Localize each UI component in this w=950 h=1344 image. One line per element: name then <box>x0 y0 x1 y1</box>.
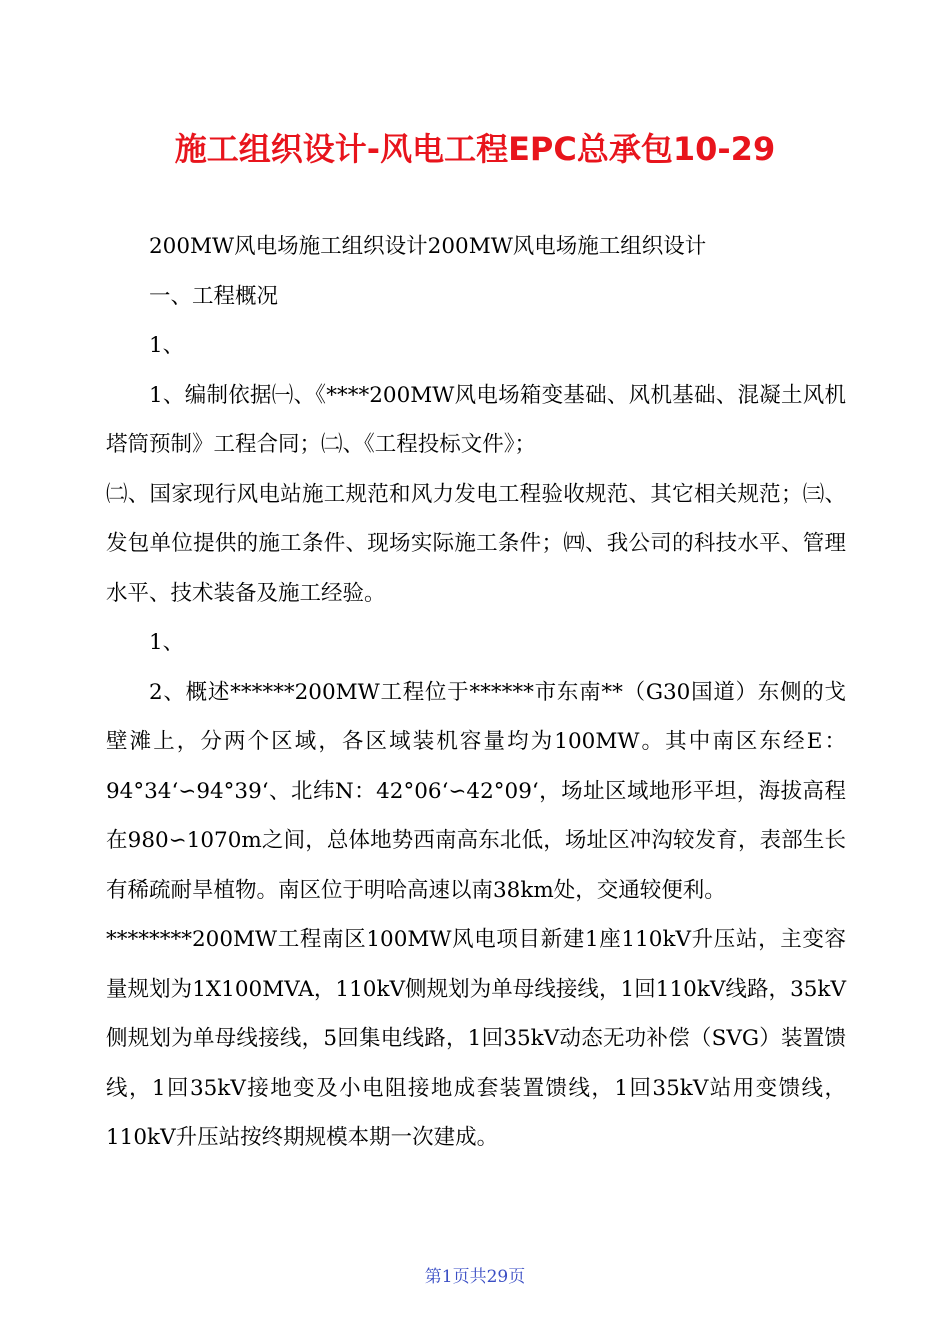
document-body <box>106 222 846 1163</box>
paragraph-number: 1、 <box>149 333 185 358</box>
paragraph-substation: ********200MW工程南区100MW风电项目新建1座110kV升压站，主变容量规划为1X100MVA，110kV侧规划为单母线接线，1回110kV线路，35kV侧规划为单母线接线，5回集电线路，1回35kV动态无功补偿（SVG）装置馈线，1回35kV接地变及小电阻接地成套装置馈线，1回35kV站用变馈线，110kV升压站按终期规模本期一次建成。 <box>106 927 846 1150</box>
paragraph-basis: 1、编制依据㈠、《****200MW风电场箱变基础、风机基础、混凝土风机塔筒预制》工程合同；㈡、《工程投标文件》； <box>106 382 846 457</box>
paragraph-standards: ㈡、国家现行风电站施工规范和风力发电工程验收规范、其它相关规范；㈢、发包单位提供的施工条件、现场实际施工条件；㈣、我公司的科技水平、管理水平、技术装备及施工经验。 <box>106 481 846 606</box>
paragraph-number: 1、 <box>149 630 185 655</box>
paragraph-section-heading: 一、工程概况 <box>149 283 279 309</box>
document-title: 施工组织设计-风电工程EPC总承包10-29 <box>174 130 776 169</box>
page-number-footer: 第1页共29页 <box>424 1267 526 1287</box>
paragraph-subtitle: 200MW风电场施工组织设计200MW风电场施工组织设计 <box>149 234 707 259</box>
paragraph-overview: 2、概述******200MW工程位于******市东南**（G30国道）东侧的戈壁滩上，分两个区域，各区域装机容量均为100MW。其中南区东经E：94°34‘∽94°39‘、北纬N：42°06‘∽42°09‘，场址区域地形平坦，海拔高程在980∽1070m之间，总体地势西南高东北低，场址区冲沟较发育，表部生长有稀疏耐旱植物。南区位于明哈高速以南38km处，交通较便利。 <box>106 679 846 903</box>
